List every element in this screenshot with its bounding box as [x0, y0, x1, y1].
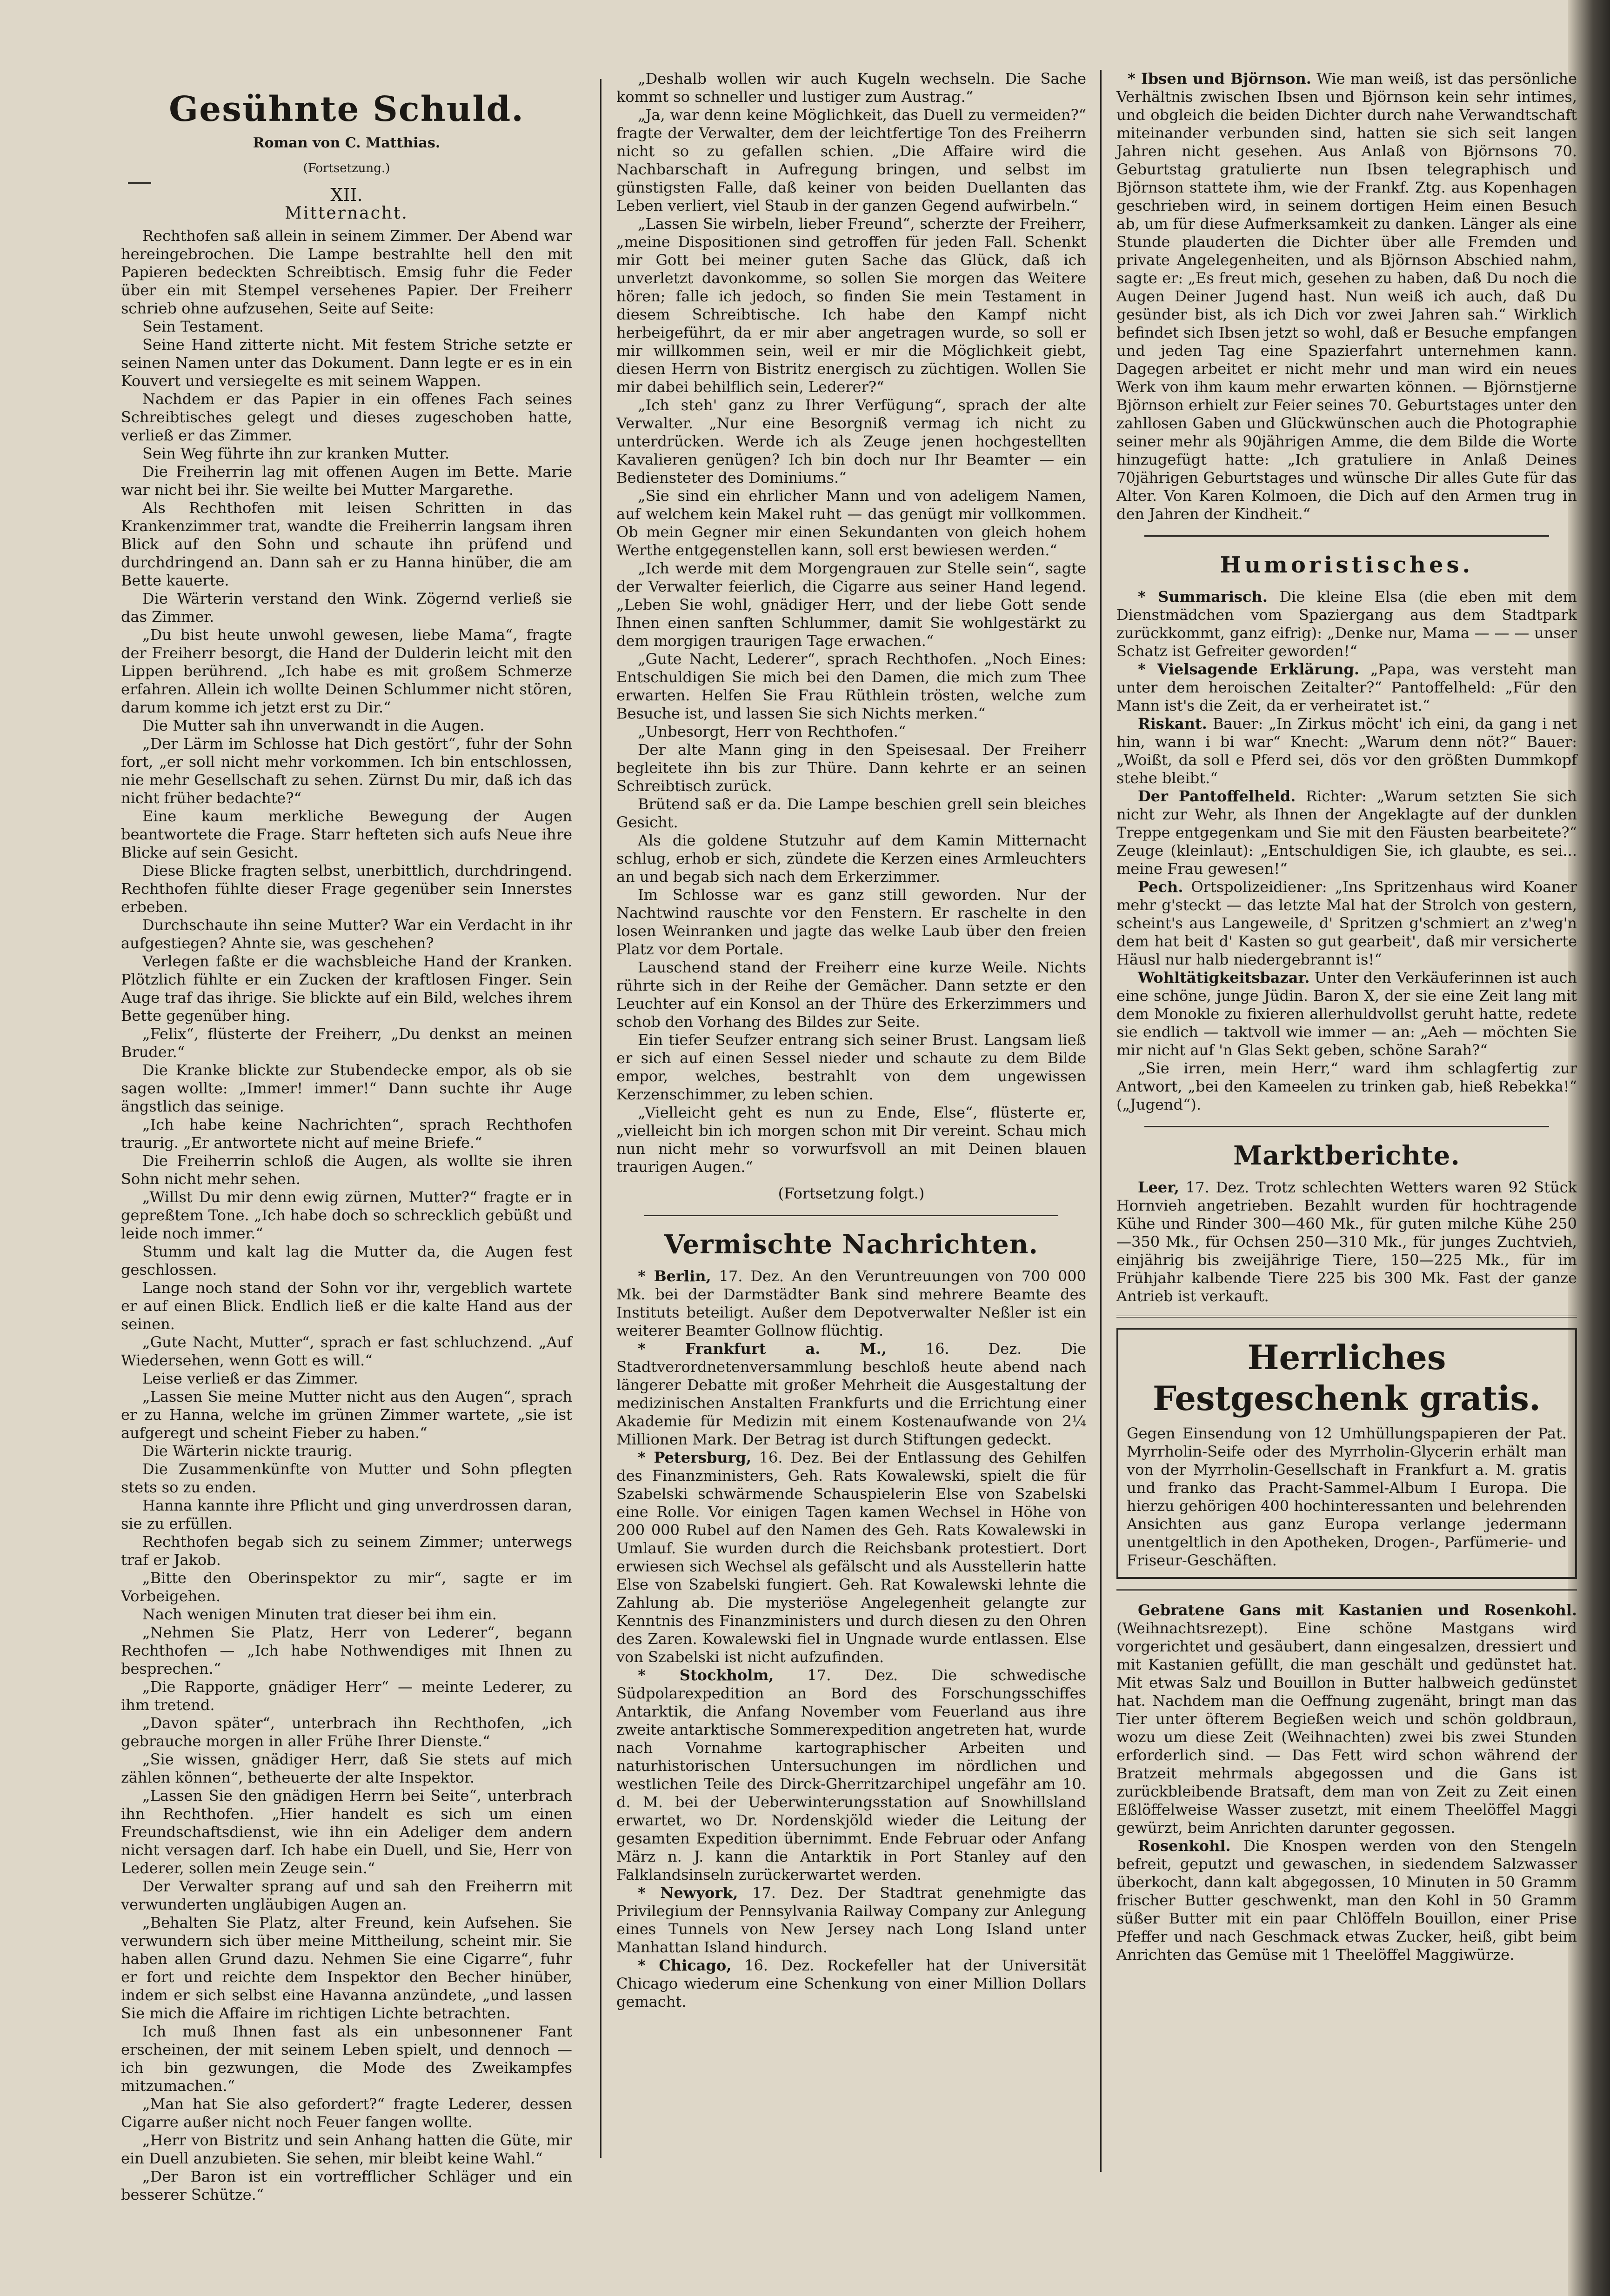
humor-item-text: Unter den Verkäuferinnen ist auch eine schöne, junge Jüdin. Baron X, der sie eine Zeit lang mit dem Monokle zu fixieren allerhuldvollst geruht hatte, redete sie endlich — taktvoll wie immer — an: „Aeh — möchten Sie mir nicht auf 'n Glas Sekt geben, schöne Sarah?“ — [1116, 969, 1577, 1059]
news-item-lead: * Stockholm, — [638, 1666, 774, 1684]
humor-item-lead: * Summarisch. — [1138, 588, 1268, 606]
paragraph: „Herr von Bistritz und sein Anhang hatten die Güte, mir ein Duell anzubieten. Sie sehen, mir bleibt keine Wahl.“ — [121, 2131, 572, 2167]
paragraph: Sein Weg führte ihn zur kranken Mutter. — [142, 445, 450, 462]
paragraph: „Lassen Sie den gnädigen Herrn bei Seite“, unterbrach ihn Rechthofen. „Hier handelt es sich um einen Freundschaftsdienst, wie ihn ein Adeliger dem andern nicht versagen darf. Ich habe ein Duell, und Sie, Herr von Lederer, sollen mein Zeuge sein.“ — [121, 1787, 572, 1877]
paragraph: „Die Rapporte, gnädiger Herr“ — meinte Lederer, zu ihm tretend. — [121, 1678, 572, 1714]
recipe-list — [1116, 1601, 1577, 1964]
humor-item-lead: * Vielsagende Erklärung. — [1138, 660, 1360, 678]
novel-title: Gesühnte Schuld. — [168, 89, 525, 129]
market-lead: Leer, — [1138, 1178, 1179, 1196]
section-title-humor: Humoristisches. — [1220, 552, 1474, 578]
paragraph: Rechthofen begab sich zu seinem Zimmer; unterwegs traf er Jakob. — [121, 1533, 572, 1569]
humor-item-lead: Der Pantoffelheld. — [1138, 787, 1296, 805]
paragraph: Diese Blicke fragten selbst, unerbittlich, durchdringend. Rechthofen fühlte dieser Frage gegenüber sein Innerstes erbeben. — [121, 862, 572, 916]
humor-item-lead: Wohltätigkeitsbazar. — [1138, 969, 1310, 986]
paragraph: Eine kaum merkliche Bewegung der Augen beantwortete die Frage. Starr hefteten sich aufs Neue ihre Blicke auf sein Gesicht. — [121, 807, 572, 861]
news-item — [616, 1666, 1086, 1884]
humor-item-text: Richter: „Warum setzten Sie sich nicht zur Wehr, als Ihnen der Angeklagte auf der dunklen Treppe entgegenkam und Sie mit den Fäusten bearbeitete?“ Zeuge (kleinlaut): „Entschuldigen Sie, ich glaubte, es sei... meine Frau gewesen!“ — [1116, 787, 1577, 878]
paragraph: Sein Testament. — [142, 318, 264, 335]
novel-body — [121, 227, 572, 2204]
paragraph: Durchschaute ihn seine Mutter? War ein Verdacht in ihr aufgestiegen? Ahnte sie, was geschehen? — [121, 916, 572, 952]
section-divider — [1144, 535, 1549, 537]
paragraph: Leise verließ er das Zimmer. — [142, 1370, 358, 1387]
recipe-item — [1116, 1601, 1577, 1837]
humor-item-lead: Riskant. — [1138, 715, 1207, 732]
news-item-lead: * Petersburg, — [638, 1449, 751, 1466]
humor-item — [1116, 588, 1577, 660]
paragraph: „Vielleicht geht es nun zu Ende, Else“, flüsterte er, „vielleicht bin ich morgen schon mit Dir vereint. Schau mich nun nicht mehr so vorwurfsvoll an mit Deinen blauen traurigen Augen.“ — [616, 1104, 1086, 1176]
news-item — [616, 1449, 1086, 1666]
paragraph: „Der Baron ist ein vortrefflicher Schläger und ein besserer Schütze.“ — [121, 2168, 572, 2203]
paragraph: Stumm und kalt lag die Mutter da, die Augen fest geschlossen. — [121, 1243, 572, 1278]
chapter-number: XII. — [330, 185, 363, 205]
recipe-item-text: (Weihnachtsrezept). Eine schöne Mastgans wird vorgerichtet und gesäubert, dann eingesalzen, dressiert und mit Kastanien gefüllt, die man geschält und gedünstet hat. Mit etwas Salz und Bouillon in Butter halbweich gedünstet hat. Nachdem man die Oeffnung zugenäht, bringt man das Tier unter öfterem Begießen weich und schön goldbraun, wozu um diese Zeit (Weihnachten) zwei bis zwei Stunden erforderlich sind. — Das Fett wird schon während der Bratzeit mehrmals abgegossen und die Gans ist zurückbleibende Bratsaft, dem man von Zeit zu Zeit einen Eßlöffelweise Wasser zusetzt, mit einem Theelöffel Maggi gewürzt, beim Anrichten darunter gegossen. — [1116, 1619, 1577, 1837]
ibsen-article — [1116, 70, 1577, 523]
paragraph: „Gute Nacht, Lederer“, sprach Rechthofen. „Noch Eines: Entschuldigen Sie mich bei den Damen, die mich zum Thee erwarten. Helfen Sie Frau Rüthlein trösten, welche zum Besuche ist, und lassen Sie sich Nichts merken.“ — [616, 650, 1086, 722]
market-text: 17. Dez. Trotz schlechten Wetters waren 92 Stück Hornvieh angetrieben. Bezahlt wurden für hochtragende Kühe und Rinder 300—460 Mk., für guten milche Kühe 250—350 Mk., für Ochsen 250—310 Mk., für junges Zuchtvieh, einjährig bis zweijährige Tiere, 150—225 Mk., für im Frühjahr kalbende Tiere 225 bis 300 Mk. Fast der ganze Antrieb ist verkauft. — [1116, 1178, 1577, 1305]
humor-item — [1116, 660, 1577, 715]
paragraph: „Sie sind ein ehrlicher Mann und von adeligem Namen, auf welchem kein Makel ruht — das genügt mir vollkommen. Ob mein Gegner mir einen Sekundanten von gleich hohem Werthe entgegenstellen kann, soll erst bewiesen werden.“ — [616, 487, 1086, 559]
humor-item — [1116, 787, 1577, 878]
news-list — [616, 1267, 1086, 2011]
paragraph: Als Rechthofen mit leisen Schritten in das Krankenzimmer trat, wandte die Freiherrin langsam ihren Blick auf den Sohn und schaute ihn prüfend und durchdringend an. Dann sah er zu Hanna hinüber, die am Bette kauerte. — [121, 499, 572, 589]
paragraph: „Lassen Sie meine Mutter nicht aus den Augen“, sprach er zu Hanna, welche im grünen Zimmer wartete, „sie ist aufgeregt und scheint Fieber zu haben.“ — [121, 1388, 572, 1442]
paragraph: „Gute Nacht, Mutter“, sprach er fast schluchzend. „Auf Wiedersehen, wenn Gott es will.“ — [121, 1333, 572, 1369]
recipe-item-lead: Rosenkohl. — [1138, 1837, 1231, 1855]
article-text: Wie man weiß, ist das persönliche Verhältnis zwischen Ibsen und Björnson kein sehr intimes, und obgleich die beiden Dichter durch nahe Verwandtschaft miteinander verbunden sind, hatten sie sich seit langen Jahren nicht gesehen. Aus Anlaß von Björnsons 70. Geburtstag gratulierte nun Ibsen telegraphisch und Björnson stattete ihm, wie der Frankf. Ztg. aus Kopenhagen geschrieben wird, in seinem dortigen Heim einen Besuch ab, um für diese Aufmerksamkeit zu danken. Länger als eine Stunde plauderten die Dichter über alle Fremden und private Angelegenheiten, und als Björnson Abschied nahm, sagte er: „Es freut mich, gesehen zu haben, daß Du noch die Augen Deiner Jugend hast. Nun weiß ich auch, daß Du gesünder bist, als ich Dich vor zwei Jahren sah.“ Wirklich befindet sich Ibsen jetzt so wohl, daß er Besuche empfangen und jeden Tag eine Spazierfahrt unternehmen kann. Dagegen arbeitet er nicht mehr und man wird ein neues Werk von ihm kaum mehr erwarten können. — Björnstjerne Björnson erhielt zur Feier seines 70. Geburtstages unter den zahllosen Gaben und Glückwünschen auch die Photographie seiner mehr als 90jährigen Amme, die dem Bilde die Worte hinzugefügt hatte: „Ich gratuliere in Anlaß Deines 70jährigen Geburtstages und wünsche Dir alles Gute für das Alter. Von Karen Kolmoen, die Dich auf den Armen trug in den Jahren der Kindheit.“ — [1116, 70, 1577, 523]
news-item — [616, 1884, 1086, 1957]
paragraph: Lange noch stand der Sohn vor ihr, vergeblich wartete er auf einen Blick. Endlich ließ er die kalte Hand aus der seinen. — [121, 1279, 572, 1333]
news-item-text: 16. Dez. Die Stadtverordnetenversammlung beschloß heute abend nach längerer Debatte mit großer Mehrheit die Ausgestaltung der medizinischen Anstalten Frankfurts und die Errichtung einer Akademie für Medizin mit einem Kostenaufwande von 2¼ Millionen Mark. Der Betrag ist durch Stiftungen gedeckt. — [616, 1340, 1087, 1448]
section-divider — [1144, 1126, 1549, 1127]
humor-item — [1116, 969, 1577, 1059]
humor-item-text: „Sie irren, mein Herr,“ ward ihm schlagfertig zur Antwort, „bei den Kameelen zu trinken gab, hieß Rebekka!“ („Jugend“). — [1116, 1059, 1577, 1113]
paragraph: „Ja, war denn keine Möglichkeit, das Duell zu vermeiden?“ fragte der Verwalter, dem der leichtfertige Ton des Freiherrn nicht so zu gefallen schien. „Die Affaire wird die Nachbarschaft in Aufregung bringen, und selbst im günstigsten Falle, daß keiner von beiden Duellanten das Leben verliert, viel Staub in der ganzen Gegend aufwirbeln.“ — [616, 106, 1086, 214]
advertisement-box — [1116, 1328, 1577, 1579]
paragraph: Hanna kannte ihre Pflicht und ging unverdrossen daran, sie zu erfüllen. — [121, 1497, 572, 1532]
paragraph: „Deshalb wollen wir auch Kugeln wechseln. Die Sache kommt so schneller und lustiger zum Austrag.“ — [616, 70, 1086, 106]
ad-text: Gegen Einsendung von 12 Umhüllungspapieren der Pat. Myrrholin-Seife oder des Myrrholin-Glycerin erhält man von der Myrrholin-Gesellschaft in Frankfurt a. M. gratis und franko das Pracht-Sammel-Album I Europa. Die hierzu gehörigen 400 hochinteressanten und belehrenden Ansichten aus ganz Europa verlange jedermann unentgeltlich in den Apotheken, Drogen-, Parfümerie- und Friseur-Geschäften. — [1127, 1424, 1567, 1569]
news-item-lead: * Chicago, — [638, 1957, 732, 1974]
novel-byline: Roman von C. Matthias. — [253, 135, 441, 151]
paragraph: Ich muß Ihnen fast als ein unbesonnener Fant erscheinen, der mit seinem Leben spielt, und dennoch — ich bin gezwungen, die Mode des Zweikampfes mitzumachen.“ — [121, 2023, 572, 2095]
paragraph: „Davon später“, unterbrach ihn Rechthofen, „ich gebrauche morgen in aller Frühe Ihrer Dienste.“ — [121, 1714, 572, 1750]
paragraph: Brütend saß er da. Die Lampe beschien grell sein bleiches Gesicht. — [616, 795, 1086, 831]
paragraph: „Nehmen Sie Platz, Herr von Lederer“, begann Rechthofen — „Ich habe Nothwendiges mit Ihnen zu besprechen.“ — [121, 1624, 572, 1677]
humor-item — [1116, 1059, 1577, 1114]
chapter-title: Mitternacht. — [285, 204, 408, 223]
news-item-lead: * Frankfurt a. M., — [638, 1340, 887, 1358]
paragraph: „Behalten Sie Platz, alter Freund, kein Aufsehen. Sie verwundern sich über meine Mittheilung, scheint mir. Sie haben allen Grund dazu. Nehmen Sie eine Cigarre“, fuhr er fort und reichte dem Inspektor den Becher hinüber, indem er sich selbst eine Havanna anzündete, „und lassen Sie mich die Affaire im richtigen Lichte betrachten. — [121, 1914, 572, 2022]
to-be-continued: (Fortsetzung folgt.) — [778, 1185, 925, 1202]
humor-item-text: Bauer: „In Zirkus möcht' ich eini, da gang i net hin, wann i bi war“ Knecht: „Warum denn nöt?“ Bauer: „Woißt, da soll e Pferd sei, dös vor den größten Dummkopf stehe bleibt.“ — [1116, 715, 1577, 787]
section-title-market: Marktberichte. — [1233, 1140, 1460, 1171]
paragraph: „Lassen Sie wirbeln, lieber Freund“, scherzte der Freiherr, „meine Dispositionen sind getroffen für jeden Fall. Schenkt mir Gott bei meiner guten Sache das Glück, daß ich unverletzt davonkomme, so sollen Sie morgen das Weitere hören; falle ich jedoch, so finden Sie mein Testament in diesem Schreibtische. Ich habe den Kampf nicht herbeigeführt, da er mir aber angetragen wurde, so soll er mir willkommen sein, weil er mir die Möglichkeit giebt, diesen Herrn von Bistritz energisch zu züchtigen. Wollen Sie mir dabei behilflich sein, Lederer?“ — [616, 215, 1086, 396]
paragraph: „Bitte den Oberinspektor zu mir“, sagte er im Vorbeigehen. — [121, 1569, 572, 1605]
news-item — [616, 1267, 1086, 1340]
humor-list — [1116, 588, 1577, 1114]
paragraph: Verlegen faßte er die wachsbleiche Hand der Kranken. Plötzlich fühlte er ein Zucken der kraftlosen Finger. Sein Auge traf das ihrige. Sie blickte auf ein Bild, welches ihrem Bette gegenüber hing. — [121, 952, 572, 1025]
paragraph: Rechthofen saß allein in seinem Zimmer. Der Abend war hereingebrochen. Die Lampe bestrahlte hell den mit Papieren bedeckten Schreibtisch. Emsig fuhr die Feder über ein mit Stempel versehenes Papier. Der Freiherr schrieb ohne aufzusehen, Seite auf Seite: — [121, 227, 572, 317]
novel-body-continued — [616, 70, 1086, 1176]
column-serial-novel — [121, 70, 572, 2203]
section-divider — [1116, 1589, 1577, 1591]
paragraph: Der alte Mann ging in den Speisesaal. Der Freiherr begleitete ihn bis zur Thüre. Dann kehrte er an seinen Schreibtisch zurück. — [616, 741, 1086, 795]
paragraph: „Ich werde mit dem Morgengrauen zur Stelle sein“, sagte der Verwalter feierlich, die Cigarre aus seiner Hand legend. „Leben Sie wohl, gnädiger Herr, und der liebe Gott sende Ihnen einen sanften Schlummer, damit Sie wohlgestärkt zu dem morgigen traurigen Tage erwachen.“ — [616, 559, 1086, 650]
paragraph: „Ich habe keine Nachrichten“, sprach Rechthofen traurig. „Er antwortete nicht auf meine Briefe.“ — [121, 1116, 572, 1151]
news-item-text: 16. Dez. Bei der Entlassung des Gehilfen des Finanzministers, Geh. Rats Kowalewski, spielt die für Szabelski schwärmende Schauspielerin Else von Szabelski eine Rolle. Vor einigen Tagen kamen Wechsel in Höhe von 200 000 Rubel auf den Namen des Geh. Rats Kowalewski in Umlauf. Sie wurden durch die Reichsbank protestiert. Dort erwiesen sich Wechsel als gefälscht und als Ausstellerin hatte Else von Szabelski fungiert. Geh. Rat Kowalewski lehnte die Zahlung ab. Die mysteriöse Angelegenheit gelangte zur Kenntnis des Finanzministers und durch diesen zu den Ohren des Zaren. Kowalewski fiel in Ungnade wurde entlassen. Else von Szabelski ist nicht aufzufinden. — [616, 1449, 1087, 1666]
paragraph: „Willst Du mir denn ewig zürnen, Mutter?“ fragte er in gepreßtem Tone. „Ich habe doch so schrecklich gebüßt und leide noch immer.“ — [121, 1188, 572, 1242]
column-rule-1 — [600, 79, 601, 2158]
humor-item — [1116, 715, 1577, 787]
column-middle — [616, 70, 1086, 2176]
paragraph: Nach wenigen Minuten trat dieser bei ihm ein. — [142, 1605, 497, 1623]
column-right — [1116, 70, 1577, 2190]
paragraph: Nachdem er das Papier in ein offenes Fach seines Schreibtisches gelegt und dieses zugeschoben hatte, verließ er das Zimmer. — [121, 390, 572, 444]
humor-item — [1116, 878, 1577, 969]
paragraph: Lauschend stand der Freiherr eine kurze Weile. Nichts rührte sich in der Reihe der Gemächer. Dann setzte er den Leuchter auf ein Konsol an der Thüre des Erkerzimmers und schob den Vorhang des Bildes zur Seite. — [616, 958, 1086, 1031]
paragraph: „Man hat Sie also gefordert?“ fragte Lederer, dessen Cigarre außer nicht noch Feuer fangen wollte. — [121, 2095, 572, 2131]
news-item-lead: * Berlin, — [638, 1267, 711, 1285]
paragraph: Im Schlosse war es ganz still geworden. Nur der Nachtwind rauschte vor den Fenstern. Er raschelte in den losen Weinranken und jagte das welke Laub über den freien Platz vor dem Portale. — [616, 886, 1086, 958]
paragraph: Der Verwalter sprang auf und sah den Freiherrn mit verwunderten ungläubigen Augen an. — [121, 1877, 572, 1913]
recipe-item-lead: Gebratene Gans mit Kastanien und Rosenkohl. — [1138, 1601, 1577, 1619]
news-item-lead: * Newyork, — [638, 1884, 738, 1902]
humor-item-lead: Pech. — [1138, 878, 1183, 896]
paragraph: Seine Hand zitterte nicht. Mit festem Striche setzte er seinen Namen unter das Dokument. Dann legte er es in ein Kouvert und versiegelte es mit seinem Wappen. — [121, 336, 572, 390]
paragraph: „Sie wissen, gnädiger Herr, daß Sie stets auf mich zählen können“, betheuerte der alte Inspektor. — [121, 1750, 572, 1786]
news-item-text: 17. Dez. Der Stadtrat genehmigte das Privilegium der Pennsylvania Railway Company zur Anlegung eines Tunnels von New Jersey nach Long Island unter Manhattan Island hindurch. — [616, 1884, 1087, 1956]
humor-item-text: Ortspolizeidiener: „Ins Spritzenhaus wird Koaner mehr g'steckt — das letzte Mal hat der Strolch von gestern, scheint's aus Langeweile, d' Spritzen g'schmiert an z'weg'n dem hat beit d' Kasten so gut gearbeit', daß mir versicherte Häusl nur halb niedergebrannt is!“ — [1116, 878, 1577, 968]
section-divider — [1116, 1316, 1577, 1318]
news-item-text: 16. Dez. Rockefeller hat der Universität Chicago wiederum eine Schenkung von einer Million Dollars gemacht. — [616, 1957, 1087, 2010]
humor-item-text: Die kleine Elsa (die eben mit dem Dienstmädchen vom Spaziergang aus dem Stadtpark zurückkommt, ganz eifrig): „Denke nur, Mama — — — unser Schatz ist Gefreiter geworden!“ — [1116, 588, 1577, 660]
paragraph: Die Mutter sah ihn unverwandt in die Augen. — [142, 717, 485, 734]
paragraph: Die Kranke blickte zur Stubendecke empor, als ob sie sagen wollte: „Immer! immer!“ Dann suchte ihr Auge ängstlich das seinige. — [121, 1061, 572, 1115]
paragraph: „Der Lärm im Schlosse hat Dich gestört“, fuhr der Sohn fort, „er soll nicht mehr vorkommen. Ich bin entschlossen, nie mehr Gesellschaft zu sehen. Zürnst Du mir, daß ich das nicht früher bedachte?“ — [121, 735, 572, 807]
news-item — [616, 1340, 1086, 1449]
paragraph: Die Zusammenkünfte von Mutter und Sohn pflegten stets so zu enden. — [121, 1460, 572, 1496]
news-item — [616, 1957, 1086, 2011]
column-rule-2 — [1100, 70, 1102, 2172]
news-item-text: 17. Dez. An den Veruntreuungen von 700 000 Mk. bei der Darmstädter Bank sind mehrere Beamte des Instituts beteiligt. Außer dem Depotverwalter Neßler ist ein weiterer Beamter Gollnow flüchtig. — [616, 1267, 1087, 1339]
paragraph: „Unbesorgt, Herr von Rechthofen.“ — [638, 723, 906, 740]
ad-title: Herrliches Festgeschenk gratis. — [1153, 1338, 1541, 1418]
continuation-note: (Fortsetzung.) — [303, 161, 390, 175]
paragraph: Ein tiefer Seufzer entrang sich seiner Brust. Langsam ließ er sich auf einen Sessel nieder und schaute zu dem Bilde empor, welches, bestrahlt von dem ungewissen Kerzenschimmer, zu leben schien. — [616, 1031, 1086, 1103]
humor-item-text: „Papa, was versteht man unter dem heroischen Zeitalter?“ Pantoffelheld: „Für den Mann ist's die Zeit, da er verheiratet ist.“ — [1116, 660, 1577, 714]
paragraph: „Ich steh' ganz zu Ihrer Verfügung“, sprach der alte Verwalter. „Nur eine Besorgniß vermag ich nicht zu unterdrücken. Werde ich als Zeuge jenen hochgestellten Kavalieren genügen? Ich bin doch nur Ihr Beamter — ein Bediensteter des Dominiums.“ — [616, 396, 1086, 486]
paragraph: Die Freiherrin schloß die Augen, als wollte sie ihren Sohn nicht mehr sehen. — [121, 1152, 572, 1188]
paragraph: Als die goldene Stutzuhr auf dem Kamin Mitternacht schlug, erhob er sich, zündete die Kerzen eines Armleuchters an und begab sich nach dem Erkerzimmer. — [616, 832, 1086, 885]
paragraph: Die Wärterin nickte traurig. — [142, 1442, 353, 1460]
paragraph: Die Freiherrin lag mit offenen Augen im Bette. Marie war nicht bei ihr. Sie weilte bei Mutter Margarethe. — [121, 463, 572, 499]
paragraph: Die Wärterin verstand den Wink. Zögernd verließ sie das Zimmer. — [121, 590, 572, 626]
section-divider — [644, 1215, 1058, 1216]
article-lead: * Ibsen und Björnson. — [1128, 70, 1311, 87]
recipe-item — [1116, 1837, 1577, 1964]
paragraph: „Felix“, flüsterte der Freiherr, „Du denkst an meinen Bruder.“ — [121, 1025, 572, 1061]
section-title-news: Vermischte Nachrichten. — [664, 1229, 1038, 1260]
news-item-text: 17. Dez. Die schwedische Südpolarexpedition an Bord des Forschungsschiffes Antarktik, die Anfang November vom Feuerland aus ihre zweite antarktische Sommerexpedition angetreten hat, wurde nach Vornahme kartographischer Arbeiten und naturhistorischen Untersuchungen im nördlichen und westlichen Teile des Dirck-Gherritzarchipel ungefähr am 10. d. M. bei der Ueberwinterungsstation auf Snowhillsland erwartet, wo Dr. Nordenskjöld wieder die Leitung der gesamten Expedition übernimmt. Ende Februar oder Anfang März n. J. kann die Antarktik in Port Stanley auf den Falklandsinseln zurückerwartet werden. — [616, 1666, 1087, 1883]
paragraph: „Du bist heute unwohl gewesen, liebe Mama“, fragte der Freiherr besorgt, die Hand der Dulderin leicht mit den Lippen berührend. „Ich habe es mit großem Schmerze erfahren. Allein ich wollte Deinen Schlummer nicht stören, darum komme ich jetzt erst zu Dir.“ — [121, 626, 572, 716]
recipe-item-text: Die Knospen werden von den Stengeln befreit, geputzt und gewaschen, in siedendem Salzwasser überkocht, dann kalt abgegossen, 10 Minuten in 50 Gramm frischer Butter geschwenkt, man den Kohl in 50 Gramm süßer Butter mit ein paar Chlöffeln Bouillon, einer Prise Pfeffer und nach Geschmack etwas Zucker, heiß, gibt beim Anrichten das Gemüse mit 1 Theelöffel Maggiwürze. — [1116, 1837, 1577, 1963]
market-report — [1116, 1178, 1577, 1305]
